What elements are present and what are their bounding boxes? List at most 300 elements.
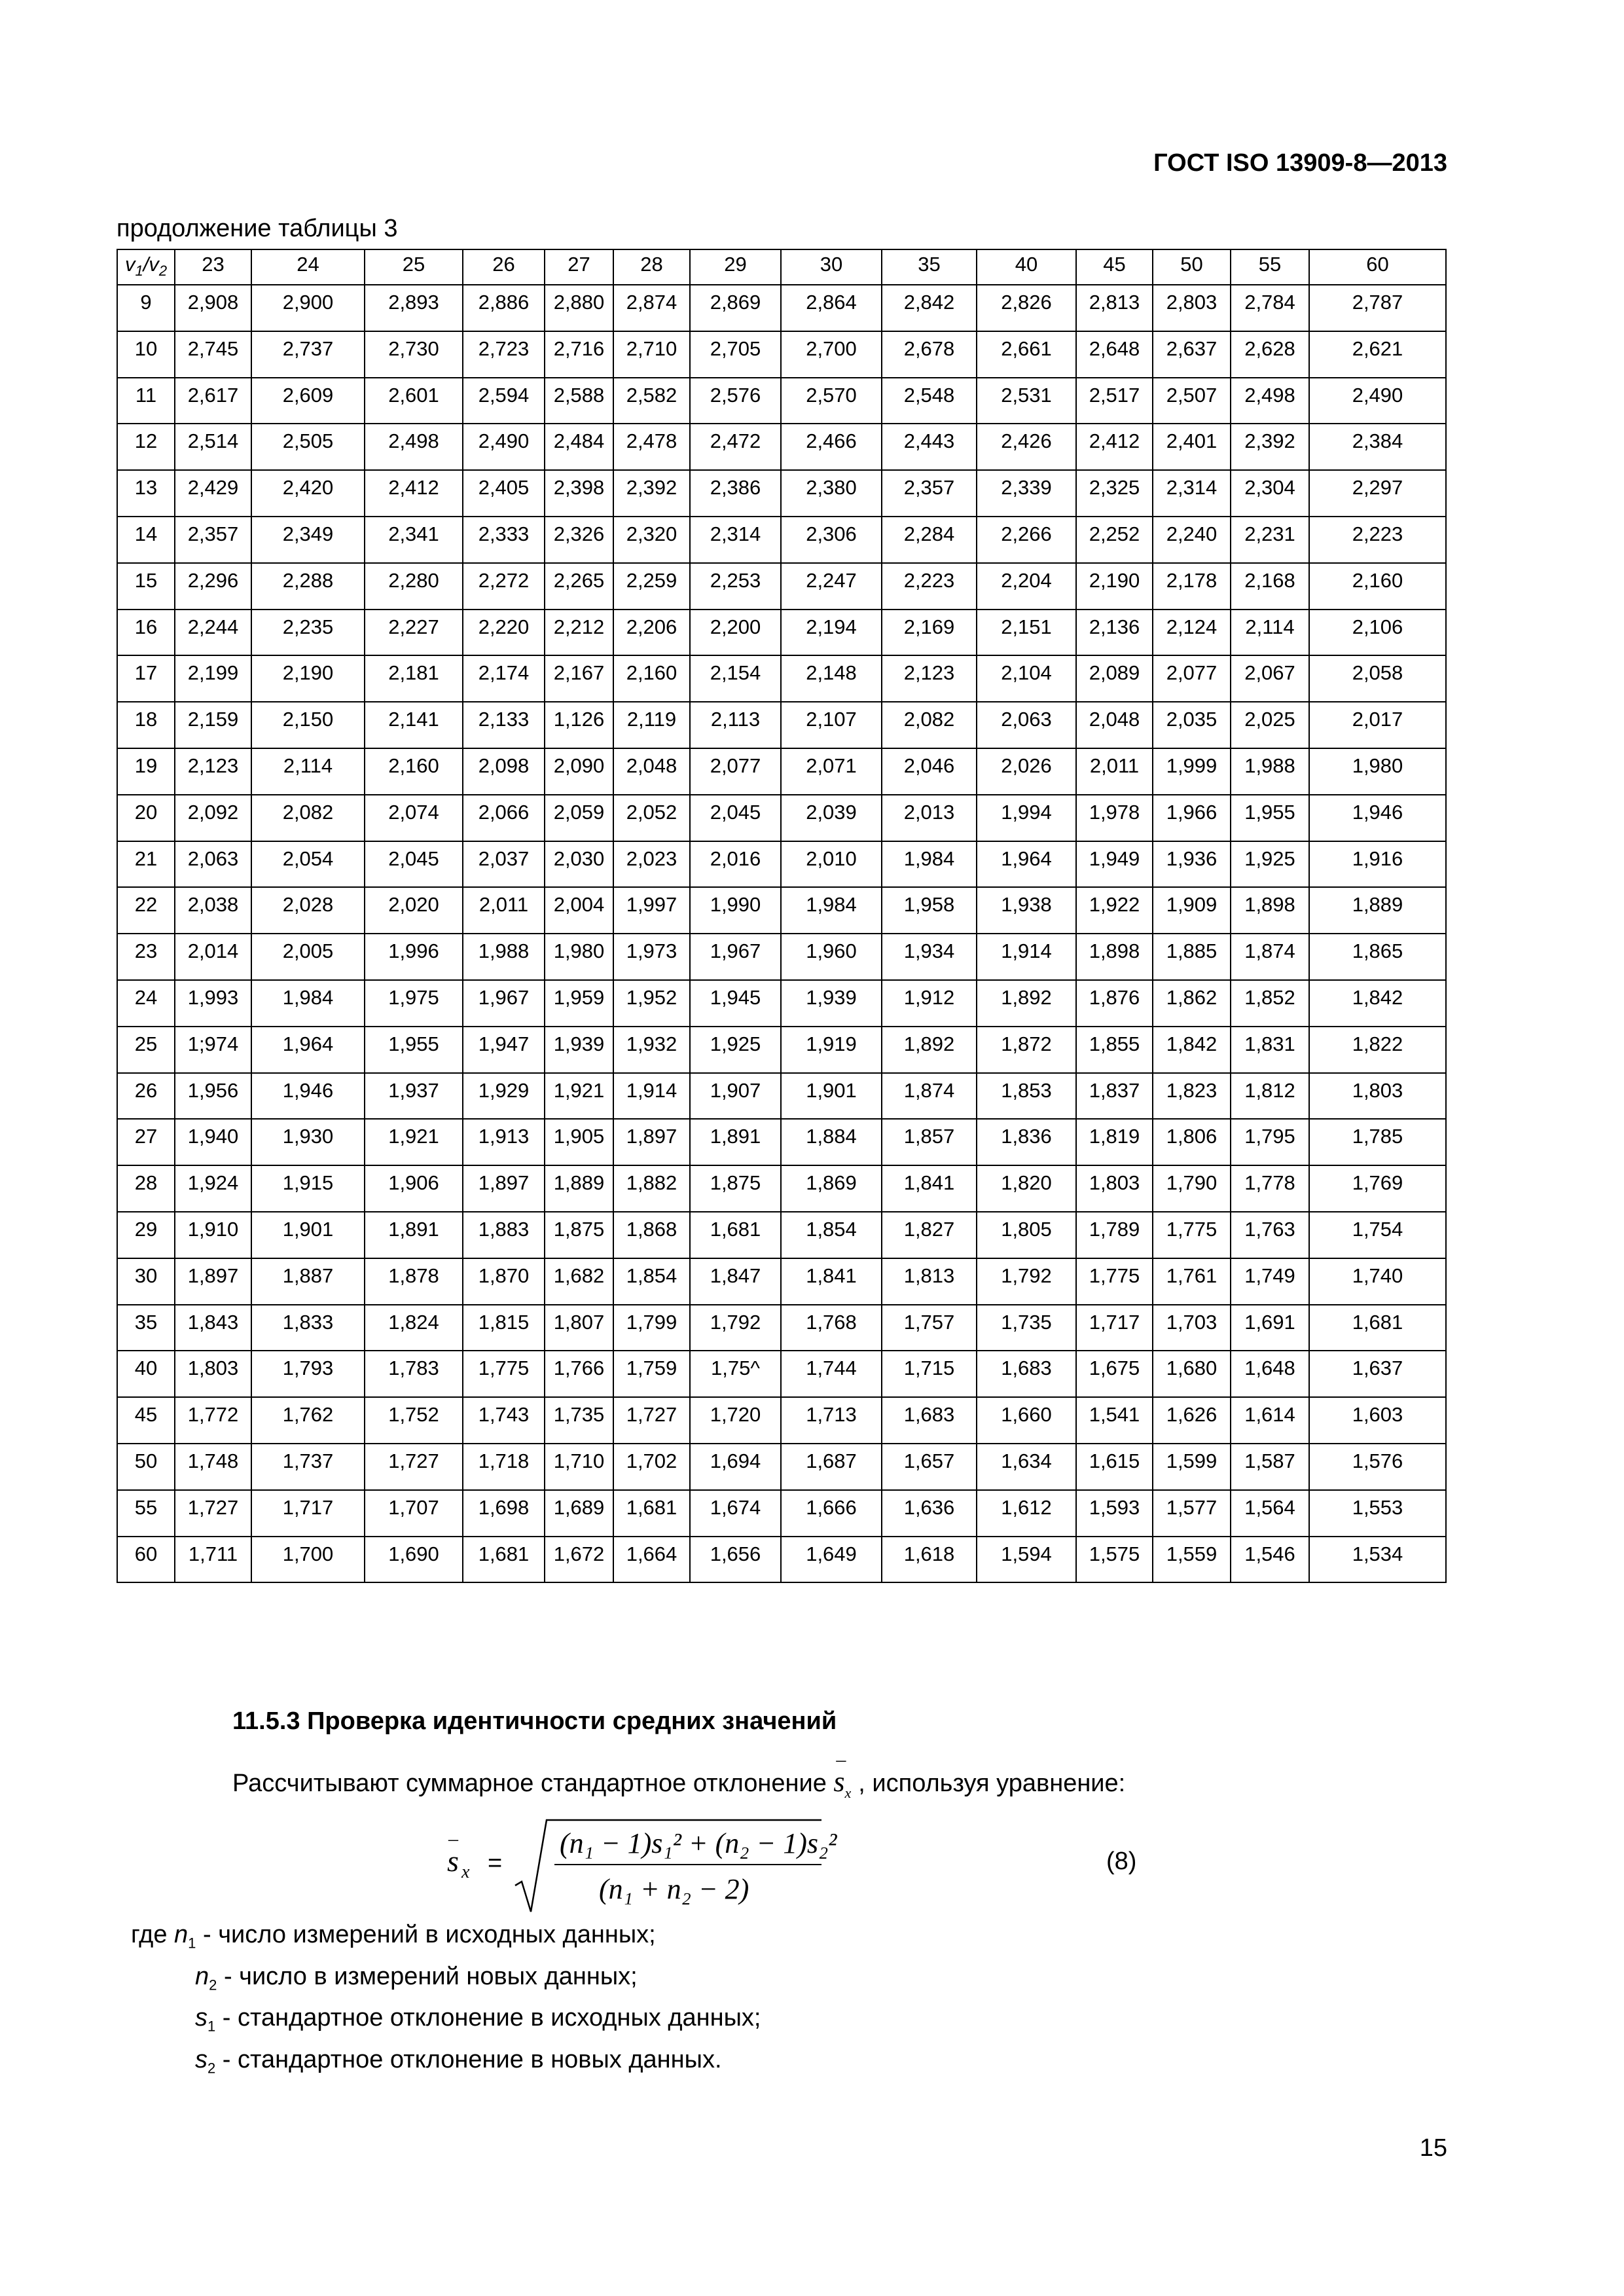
table-cell: 2,272 xyxy=(463,563,545,610)
formula-numerator: (n₁ − 1)s₁² + (n₂ − 1)s₂² xyxy=(560,1827,837,1859)
table-cell: 1,898 xyxy=(1231,887,1309,934)
table-row xyxy=(117,1212,1446,1258)
table-cell: 1,783 xyxy=(365,1351,463,1397)
table-cell: 1,958 xyxy=(882,887,977,934)
table-cell: 1,803 xyxy=(1076,1165,1153,1212)
table-cell: 1,615 xyxy=(1076,1444,1153,1490)
table-cell: 1,930 xyxy=(251,1119,365,1165)
definition-prefix: где xyxy=(131,1921,175,1948)
table-cell: 1,967 xyxy=(690,934,781,980)
table-row xyxy=(117,424,1446,470)
table-cell: 2,067 xyxy=(1231,655,1309,702)
table-cell: 1,869 xyxy=(781,1165,882,1212)
table-cell: 1,874 xyxy=(882,1073,977,1120)
table-cell: 2,252 xyxy=(1076,517,1153,563)
table-cell: 1,803 xyxy=(1309,1073,1446,1120)
table-cell: 1,793 xyxy=(251,1351,365,1397)
table-cell: 2,869 xyxy=(690,285,781,331)
table-cell: 1,603 xyxy=(1309,1397,1446,1444)
table-cell: 1,727 xyxy=(613,1397,690,1444)
table-cell: 1,681 xyxy=(1309,1305,1446,1351)
table-cell: 1,925 xyxy=(690,1027,781,1073)
f-distribution-table xyxy=(117,249,1447,1583)
table-cell: 1,952 xyxy=(613,980,690,1027)
table-cell: 1,837 xyxy=(1076,1073,1153,1120)
table-cell: 1,922 xyxy=(1076,887,1153,934)
table-cell: 2,190 xyxy=(1076,563,1153,610)
table-cell: 1,872 xyxy=(977,1027,1076,1073)
table-cell: 2,160 xyxy=(365,748,463,795)
table-cell: 2,212 xyxy=(545,610,613,656)
table-cell: 1,914 xyxy=(613,1073,690,1120)
table-cell: 1,790 xyxy=(1153,1165,1231,1212)
table-cell: 1,805 xyxy=(977,1212,1076,1258)
table-cell: 1,720 xyxy=(690,1397,781,1444)
table-cell: 2,124 xyxy=(1153,610,1231,656)
table-cell: 1,910 xyxy=(175,1212,251,1258)
table-cell: 1,934 xyxy=(882,934,977,980)
row-header: 17 xyxy=(117,655,175,702)
table-cell: 2,517 xyxy=(1076,378,1153,424)
definition-text: - стандартное отклонение в исходных данных; xyxy=(215,2004,761,2032)
table-cell: 1,599 xyxy=(1153,1444,1231,1490)
table-cell: 1,841 xyxy=(882,1165,977,1212)
table-cell: 2,181 xyxy=(365,655,463,702)
table-cell: 1,789 xyxy=(1076,1212,1153,1258)
table-cell: 1,690 xyxy=(365,1537,463,1583)
table-cell: 2,089 xyxy=(1076,655,1153,702)
table-cell: 1,761 xyxy=(1153,1258,1231,1305)
table-cell: 2,306 xyxy=(781,517,882,563)
table-cell: 1,812 xyxy=(1231,1073,1309,1120)
table-cell: 2,045 xyxy=(690,795,781,841)
table-cell: 2,648 xyxy=(1076,331,1153,378)
table-cell: 2,082 xyxy=(882,702,977,748)
table-cell: 2,886 xyxy=(463,285,545,331)
table-cell: 2,339 xyxy=(977,470,1076,517)
table-cell: 1,762 xyxy=(251,1397,365,1444)
table-cell: 1,940 xyxy=(175,1119,251,1165)
table-cell: 1,955 xyxy=(1231,795,1309,841)
table-cell: 2,159 xyxy=(175,702,251,748)
table-cell: 1,945 xyxy=(690,980,781,1027)
table-cell: 2,386 xyxy=(690,470,781,517)
table-cell: 1,735 xyxy=(977,1305,1076,1351)
table-cell: 2,005 xyxy=(251,934,365,980)
row-header: 30 xyxy=(117,1258,175,1305)
table-cell: 1,687 xyxy=(781,1444,882,1490)
table-row xyxy=(117,517,1446,563)
table-cell: 2,190 xyxy=(251,655,365,702)
table-cell: 2,784 xyxy=(1231,285,1309,331)
table-cell: 1,937 xyxy=(365,1073,463,1120)
table-cell: 1,874 xyxy=(1231,934,1309,980)
table-cell: 1,648 xyxy=(1231,1351,1309,1397)
pooled-sd-formula xyxy=(442,1813,900,1918)
table-cell: 1,827 xyxy=(882,1212,977,1258)
table-cell: 2,880 xyxy=(545,285,613,331)
table-cell: 1,541 xyxy=(1076,1397,1153,1444)
table-cell: 2,011 xyxy=(1076,748,1153,795)
table-cell: 1,672 xyxy=(545,1537,613,1583)
corner-cell: $v_1/v_2$ xyxy=(117,249,175,285)
table-cell: 1,901 xyxy=(781,1073,882,1120)
table-cell: 1,853 xyxy=(977,1073,1076,1120)
table-cell: 2,123 xyxy=(175,748,251,795)
column-header: 28 xyxy=(613,249,690,285)
table-cell: 2,037 xyxy=(463,841,545,888)
table-cell: 1,807 xyxy=(545,1305,613,1351)
table-cell: 1,759 xyxy=(613,1351,690,1397)
table-cell: 1,576 xyxy=(1309,1444,1446,1490)
column-header: 29 xyxy=(690,249,781,285)
table-cell: 2,705 xyxy=(690,331,781,378)
table-cell: 2,900 xyxy=(251,285,365,331)
table-cell: 2,443 xyxy=(882,424,977,470)
table-cell: 1,698 xyxy=(463,1490,545,1537)
table-row xyxy=(117,378,1446,424)
table-cell: 1;974 xyxy=(175,1027,251,1073)
table-cell: 1,876 xyxy=(1076,980,1153,1027)
table-cell: 2,288 xyxy=(251,563,365,610)
table-cell: 1,534 xyxy=(1309,1537,1446,1583)
table-cell: 1,785 xyxy=(1309,1119,1446,1165)
table-cell: 2,136 xyxy=(1076,610,1153,656)
row-header: 27 xyxy=(117,1119,175,1165)
table-cell: 1,955 xyxy=(365,1027,463,1073)
table-cell: 1,637 xyxy=(1309,1351,1446,1397)
table-cell: 2,071 xyxy=(781,748,882,795)
table-cell: 1,735 xyxy=(545,1397,613,1444)
table-cell: 1,660 xyxy=(977,1397,1076,1444)
table-cell: 1,649 xyxy=(781,1537,882,1583)
table-cell: 2,017 xyxy=(1309,702,1446,748)
table-cell: 2,194 xyxy=(781,610,882,656)
table-cell: 2,004 xyxy=(545,887,613,934)
table-cell: 1,775 xyxy=(1153,1212,1231,1258)
table-cell: 2,490 xyxy=(463,424,545,470)
row-header: 40 xyxy=(117,1351,175,1397)
row-header: 21 xyxy=(117,841,175,888)
table-cell: 2,160 xyxy=(1309,563,1446,610)
table-cell: 1,939 xyxy=(545,1027,613,1073)
table-cell: 2,039 xyxy=(781,795,882,841)
table-cell: 2,588 xyxy=(545,378,613,424)
table-cell: 2,174 xyxy=(463,655,545,702)
table-cell: 1,815 xyxy=(463,1305,545,1351)
table-cell: 2,392 xyxy=(613,470,690,517)
table-cell: 2,199 xyxy=(175,655,251,702)
table-cell: 1,929 xyxy=(463,1073,545,1120)
table-cell: 2,392 xyxy=(1231,424,1309,470)
table-cell: 1,702 xyxy=(613,1444,690,1490)
table-cell: 1,984 xyxy=(251,980,365,1027)
table-row xyxy=(117,1490,1446,1537)
table-cell: 2,025 xyxy=(1231,702,1309,748)
table-cell: 2,206 xyxy=(613,610,690,656)
table-cell: 2,678 xyxy=(882,331,977,378)
table-cell: 1,626 xyxy=(1153,1397,1231,1444)
table-cell: 2,429 xyxy=(175,470,251,517)
table-cell: 1,854 xyxy=(781,1212,882,1258)
table-cell: 1,618 xyxy=(882,1537,977,1583)
table-cell: 1,936 xyxy=(1153,841,1231,888)
table-cell: 1,964 xyxy=(251,1027,365,1073)
table-cell: 2,723 xyxy=(463,331,545,378)
table-cell: 1,682 xyxy=(545,1258,613,1305)
table-cell: 1,775 xyxy=(1076,1258,1153,1305)
table-cell: 2,296 xyxy=(175,563,251,610)
table-cell: 1,778 xyxy=(1231,1165,1309,1212)
table-cell: 2,090 xyxy=(545,748,613,795)
table-cell: 2,169 xyxy=(882,610,977,656)
table-cell: 1,924 xyxy=(175,1165,251,1212)
table-cell: 2,490 xyxy=(1309,378,1446,424)
table-cell: 1,891 xyxy=(690,1119,781,1165)
table-cell: 2,874 xyxy=(613,285,690,331)
table-cell: 2,326 xyxy=(545,517,613,563)
table-cell: 2,514 xyxy=(175,424,251,470)
column-header: 55 xyxy=(1231,249,1309,285)
table-cell: 1,717 xyxy=(251,1490,365,1537)
definition-text: - стандартное отклонение в новых данных. xyxy=(215,2045,722,2073)
table-cell: 1,766 xyxy=(545,1351,613,1397)
row-header: 14 xyxy=(117,517,175,563)
table-cell: 1,852 xyxy=(1231,980,1309,1027)
table-cell: 1,823 xyxy=(1153,1073,1231,1120)
table-cell: 2,035 xyxy=(1153,702,1231,748)
table-cell: 1,883 xyxy=(463,1212,545,1258)
table-cell: 1,932 xyxy=(613,1027,690,1073)
table-cell: 1,973 xyxy=(613,934,690,980)
table-cell: 1,707 xyxy=(365,1490,463,1537)
intro-text-before: Рассчитывают суммарное стандартное отклонение xyxy=(232,1770,834,1797)
definition-line xyxy=(131,2001,761,2043)
table-cell: 1,636 xyxy=(882,1490,977,1537)
table-cell: 2,745 xyxy=(175,331,251,378)
table-cell: 2,333 xyxy=(463,517,545,563)
table-cell: 1,898 xyxy=(1076,934,1153,980)
table-cell: 1,743 xyxy=(463,1397,545,1444)
table-cell: 2,730 xyxy=(365,331,463,378)
table-cell: 1,683 xyxy=(882,1397,977,1444)
table-cell: 1,984 xyxy=(781,887,882,934)
table-cell: 1,847 xyxy=(690,1258,781,1305)
table-cell: 1,959 xyxy=(545,980,613,1027)
table-cell: 1,964 xyxy=(977,841,1076,888)
row-header: 55 xyxy=(117,1490,175,1537)
table-cell: 2,401 xyxy=(1153,424,1231,470)
table-cell: 2,484 xyxy=(545,424,613,470)
table-cell: 2,048 xyxy=(613,748,690,795)
column-header: 24 xyxy=(251,249,365,285)
table-cell: 2,570 xyxy=(781,378,882,424)
table-cell: 2,320 xyxy=(613,517,690,563)
table-cell: 1,711 xyxy=(175,1537,251,1583)
table-cell: 1,892 xyxy=(977,980,1076,1027)
definition-symbol: s xyxy=(195,2004,208,2032)
table-cell: 2,803 xyxy=(1153,285,1231,331)
formula-lhs-sub: x xyxy=(461,1862,470,1882)
table-cell: 1,993 xyxy=(175,980,251,1027)
table-cell: 1,901 xyxy=(251,1212,365,1258)
row-header: 22 xyxy=(117,887,175,934)
table-cell: 2,426 xyxy=(977,424,1076,470)
table-cell: 1,960 xyxy=(781,934,882,980)
table-cell: 2,167 xyxy=(545,655,613,702)
table-cell: 2,148 xyxy=(781,655,882,702)
table-row xyxy=(117,841,1446,888)
table-cell: 1,980 xyxy=(545,934,613,980)
row-header: 9 xyxy=(117,285,175,331)
column-header: 60 xyxy=(1309,249,1446,285)
table-cell: 2,220 xyxy=(463,610,545,656)
formula-bar: – xyxy=(448,1828,458,1850)
table-cell: 1,656 xyxy=(690,1537,781,1583)
table-cell: 2,104 xyxy=(977,655,1076,702)
table-cell: 1,694 xyxy=(690,1444,781,1490)
table-row xyxy=(117,887,1446,934)
table-cell: 1,892 xyxy=(882,1027,977,1073)
table-cell: 1,997 xyxy=(613,887,690,934)
table-cell: 2,247 xyxy=(781,563,882,610)
table-cell: 1,681 xyxy=(463,1537,545,1583)
table-cell: 2,063 xyxy=(977,702,1076,748)
row-header: 24 xyxy=(117,980,175,1027)
row-header: 26 xyxy=(117,1073,175,1120)
table-cell: 1,994 xyxy=(977,795,1076,841)
table-cell: 2,325 xyxy=(1076,470,1153,517)
table-cell: 2,384 xyxy=(1309,424,1446,470)
table-cell: 1,831 xyxy=(1231,1027,1309,1073)
table-cell: 2,280 xyxy=(365,563,463,610)
section-title: 11.5.3 Проверка идентичности средних значений xyxy=(232,1707,837,1735)
table-cell: 1,740 xyxy=(1309,1258,1446,1305)
table-cell: 1,792 xyxy=(977,1258,1076,1305)
table-cell: 1,855 xyxy=(1076,1027,1153,1073)
table-cell: 1,757 xyxy=(882,1305,977,1351)
table-cell: 2,617 xyxy=(175,378,251,424)
table-cell: 1,905 xyxy=(545,1119,613,1165)
row-header: 12 xyxy=(117,424,175,470)
row-header: 16 xyxy=(117,610,175,656)
equation-number: (8) xyxy=(1106,1848,1137,1875)
table-cell: 1,966 xyxy=(1153,795,1231,841)
table-cell: 1,842 xyxy=(1153,1027,1231,1073)
table-cell: 1,803 xyxy=(175,1351,251,1397)
table-cell: 2,412 xyxy=(365,470,463,517)
table-cell: 1,906 xyxy=(365,1165,463,1212)
table-cell: 1,956 xyxy=(175,1073,251,1120)
table-cell: 2,266 xyxy=(977,517,1076,563)
table-row xyxy=(117,795,1446,841)
table-cell: 1,891 xyxy=(365,1212,463,1258)
table-cell: 1,996 xyxy=(365,934,463,980)
table-cell: 1,913 xyxy=(463,1119,545,1165)
table-cell: 2,020 xyxy=(365,887,463,934)
table-cell: 1,854 xyxy=(613,1258,690,1305)
table-cell: 2,045 xyxy=(365,841,463,888)
table-cell: 2,240 xyxy=(1153,517,1231,563)
table-cell: 2,637 xyxy=(1153,331,1231,378)
table-cell: 1,921 xyxy=(545,1073,613,1120)
table-cell: 2,014 xyxy=(175,934,251,980)
table-cell: 2,113 xyxy=(690,702,781,748)
table-cell: 1,727 xyxy=(175,1490,251,1537)
table-cell: 1,882 xyxy=(613,1165,690,1212)
row-header: 23 xyxy=(117,934,175,980)
table-cell: 2,133 xyxy=(463,702,545,748)
table-row xyxy=(117,1537,1446,1583)
column-header: 40 xyxy=(977,249,1076,285)
table-cell: 2,826 xyxy=(977,285,1076,331)
table-cell: 2,052 xyxy=(613,795,690,841)
row-header: 29 xyxy=(117,1212,175,1258)
table-cell: 2,628 xyxy=(1231,331,1309,378)
table-cell: 2,405 xyxy=(463,470,545,517)
table-cell: 2,114 xyxy=(1231,610,1309,656)
table-cell: 2,154 xyxy=(690,655,781,702)
table-cell: 2,478 xyxy=(613,424,690,470)
table-cell: 1,843 xyxy=(175,1305,251,1351)
table-row xyxy=(117,655,1446,702)
table-cell: 2,046 xyxy=(882,748,977,795)
table-cell: 1,947 xyxy=(463,1027,545,1073)
table-cell: 1,680 xyxy=(1153,1351,1231,1397)
row-header: 25 xyxy=(117,1027,175,1073)
table-cell: 2,023 xyxy=(613,841,690,888)
table-cell: 1,988 xyxy=(463,934,545,980)
table-cell: 1,875 xyxy=(545,1212,613,1258)
table-cell: 1,885 xyxy=(1153,934,1231,980)
table-cell: 2,357 xyxy=(175,517,251,563)
column-header: 50 xyxy=(1153,249,1231,285)
table-cell: 1,634 xyxy=(977,1444,1076,1490)
table-cell: 2,123 xyxy=(882,655,977,702)
table-cell: 2,314 xyxy=(1153,470,1231,517)
table-cell: 2,077 xyxy=(690,748,781,795)
table-cell: 2,098 xyxy=(463,748,545,795)
table-cell: 1,737 xyxy=(251,1444,365,1490)
table-cell: 2,576 xyxy=(690,378,781,424)
table-cell: 1,919 xyxy=(781,1027,882,1073)
table-cell: 1,664 xyxy=(613,1537,690,1583)
row-header: 11 xyxy=(117,378,175,424)
table-cell: 2,160 xyxy=(613,655,690,702)
table-cell: 2,106 xyxy=(1309,610,1446,656)
row-header: 10 xyxy=(117,331,175,378)
table-cell: 2,908 xyxy=(175,285,251,331)
table-cell: 2,077 xyxy=(1153,655,1231,702)
table-cell: 2,038 xyxy=(175,887,251,934)
table-cell: 2,420 xyxy=(251,470,365,517)
row-header: 18 xyxy=(117,702,175,748)
table-cell: 1,990 xyxy=(690,887,781,934)
table-cell: 1,799 xyxy=(613,1305,690,1351)
table-cell: 2,710 xyxy=(613,331,690,378)
table-cell: 1,689 xyxy=(545,1490,613,1537)
table-cell: 1,878 xyxy=(365,1258,463,1305)
table-cell: 1,841 xyxy=(781,1258,882,1305)
table-cell: 1,559 xyxy=(1153,1537,1231,1583)
table-row xyxy=(117,1351,1446,1397)
table-cell: 1,666 xyxy=(781,1490,882,1537)
intro-symbol: – $s_x$ xyxy=(833,1749,852,1801)
table-cell: 2,398 xyxy=(545,470,613,517)
table-cell: 2,066 xyxy=(463,795,545,841)
formula-equals: = xyxy=(488,1850,503,1877)
table-cell: 2,472 xyxy=(690,424,781,470)
